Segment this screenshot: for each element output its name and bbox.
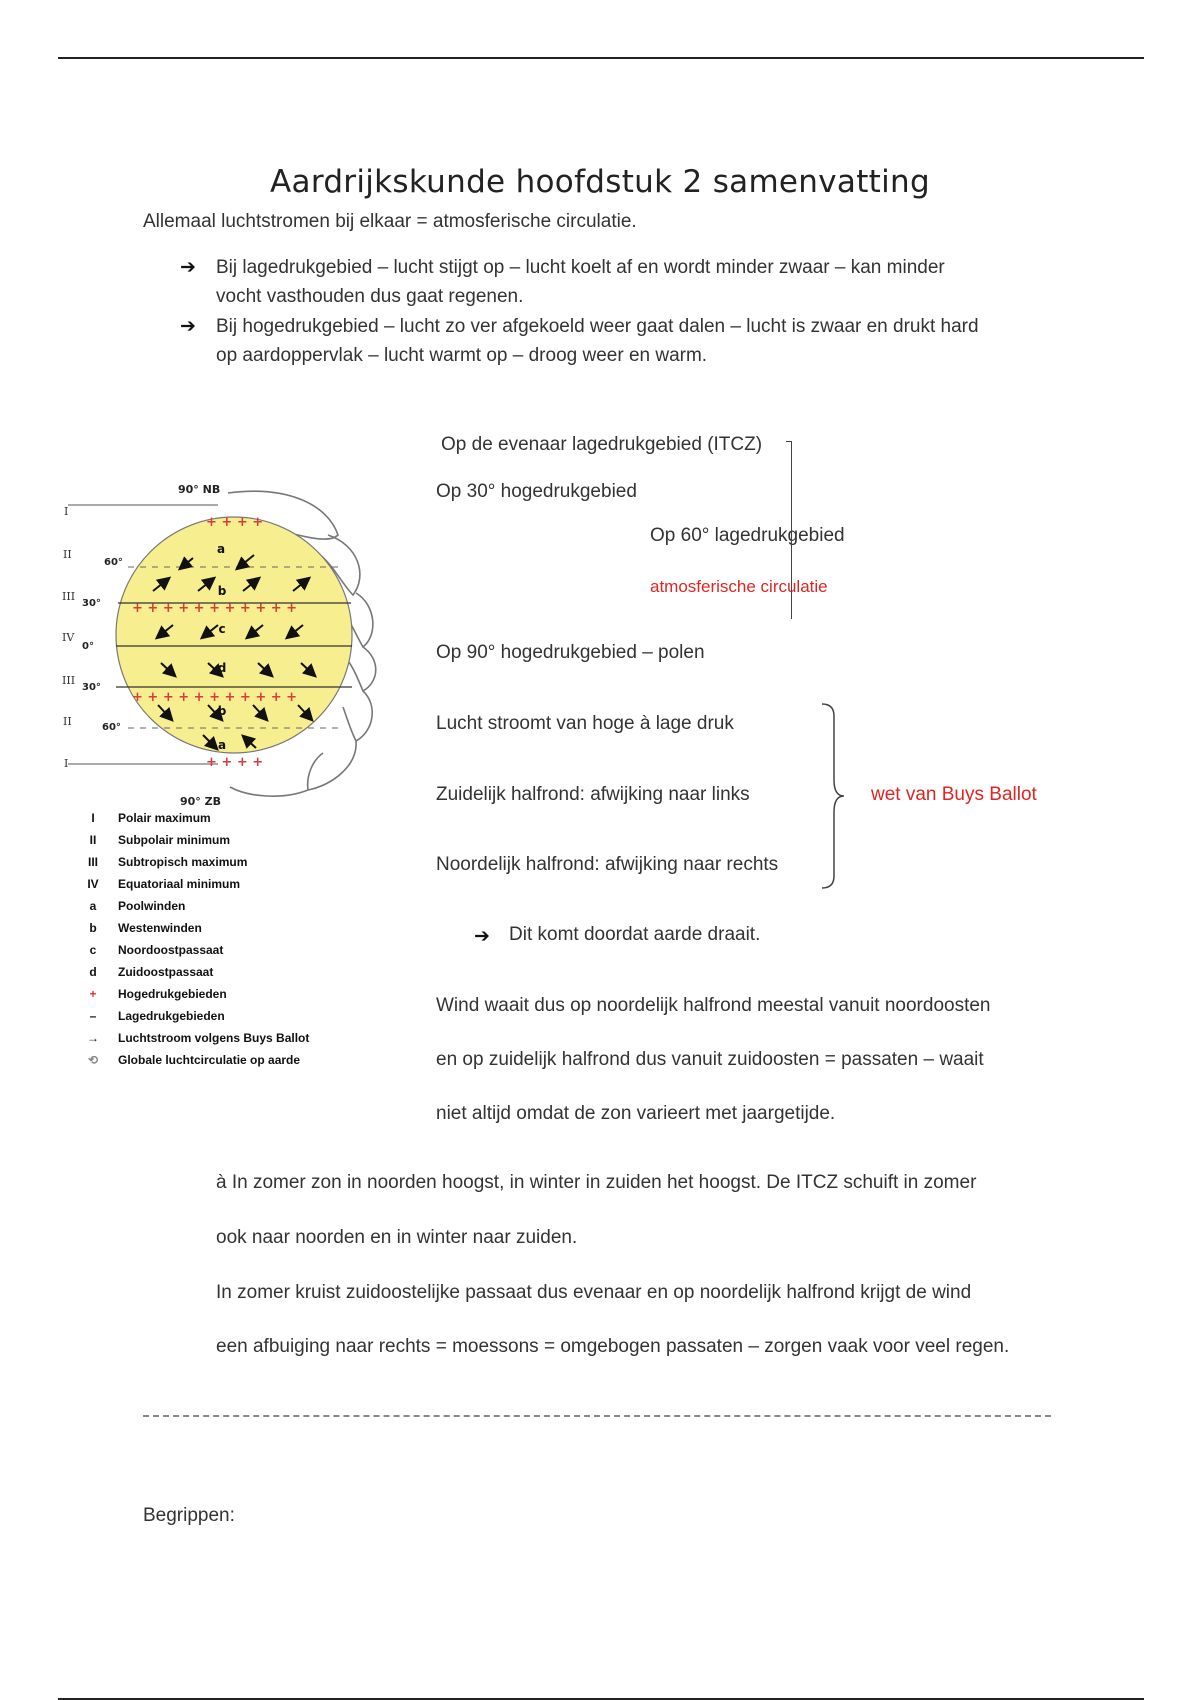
legend-item — [82, 855, 247, 869]
latitude-label: 30° — [82, 682, 101, 693]
legend-symbol: IV — [87, 877, 99, 891]
legend-item — [82, 899, 185, 913]
bracket-line — [791, 442, 792, 619]
legend-symbol: a — [89, 899, 97, 913]
legend-symbol: ⟲ — [87, 1053, 99, 1067]
arrow-bullet-icon: ➔ — [180, 257, 196, 278]
svg-text:+ + + +: + + + + — [206, 755, 264, 770]
legend-symbol: II — [89, 833, 97, 847]
legend-item — [82, 987, 227, 1001]
band-letter: d — [217, 661, 227, 675]
pressure-90: Op 90° hogedrukgebied – polen — [436, 642, 705, 663]
globe-shape — [116, 517, 352, 753]
buys-ballot-label: wet van Buys Ballot — [871, 784, 1037, 805]
south-pole-label: 90° ZB — [180, 795, 221, 808]
wind-line2: en op zuidelijk halfrond dus vanuit zuidoosten = passaten – waait — [436, 1049, 984, 1070]
bullet-line: Bij lagedrukgebied – lucht stijgt op – lucht koelt af en wordt minder zwaar – kan minder — [216, 257, 945, 278]
rotation-note: Dit komt doordat aarde draait. — [509, 924, 761, 945]
legend-symbol: III — [87, 855, 98, 869]
bracket-tick — [786, 441, 792, 442]
zone-numeral: IV — [62, 631, 75, 644]
legend-symbol: I — [91, 811, 95, 825]
bullet-low-pressure — [216, 253, 945, 311]
svg-text:+ + + +: + + + + — [206, 515, 264, 530]
legend-symbol: c — [89, 943, 97, 957]
legend-symbol: → — [87, 1031, 99, 1045]
circulation-label: atmosferische circulatie — [650, 577, 828, 596]
legend-text: Noordoostpassaat — [118, 943, 224, 957]
pressure-60: Op 60° lagedrukgebied — [650, 525, 845, 546]
legend-symbol: – — [89, 1009, 97, 1023]
band-letter: b — [217, 704, 227, 718]
legend-item — [82, 965, 213, 979]
zone-numeral: I — [64, 757, 69, 770]
page-title: Aardrijkskunde hoofdstuk 2 samenvatting — [270, 164, 930, 200]
band-letter: a — [216, 542, 226, 556]
legend-text: Luchtstroom volgens Buys Ballot — [118, 1031, 310, 1045]
legend-text: Polair maximum — [118, 811, 211, 825]
legend-text: Subtropisch maximum — [118, 855, 248, 869]
wind-line3: niet altijd omdat de zon varieert met jaargetijde. — [436, 1103, 836, 1124]
svg-text:+ + + + + + + + + + +: + + + + + + + + + + + — [132, 690, 298, 705]
band-letter: c — [218, 622, 226, 636]
legend-text: Westenwinden — [118, 921, 202, 935]
intro-text: Allemaal luchtstromen bij elkaar = atmosferische circulatie. — [143, 211, 637, 232]
bullet-line: op aardoppervlak – lucht warmt op – droog weer en warm. — [216, 345, 708, 366]
curly-brace — [818, 700, 848, 892]
buys-ballot-line2: Zuidelijk halfrond: afwijking naar links — [436, 784, 750, 805]
bullet-high-pressure — [216, 312, 979, 370]
legend-item — [82, 877, 240, 891]
legend-text: Equatoriaal minimum — [118, 877, 241, 891]
pressure-30: Op 30° hogedrukgebied — [436, 481, 637, 502]
legend-item — [82, 811, 211, 825]
season-line3: In zomer kruist zuidoostelijke passaat dus evenaar en op noordelijk halfrond krijgt de wind — [216, 1282, 972, 1303]
latitude-label: 30° — [82, 598, 101, 609]
legend-item — [82, 921, 202, 935]
legend-text: Zuidoostpassaat — [118, 965, 214, 979]
begrippen-heading: Begrippen: — [143, 1505, 235, 1526]
band-letter: b — [217, 584, 227, 598]
legend-symbol: + — [89, 987, 97, 1001]
season-line2: ook naar noorden en in winter naar zuiden. — [216, 1227, 578, 1248]
zone-numeral: I — [64, 505, 69, 518]
pressure-equator: Op de evenaar lagedrukgebied (ITCZ) — [441, 434, 763, 455]
legend-text: Poolwinden — [118, 899, 186, 913]
arrow-bullet-icon: ➔ — [180, 316, 196, 337]
legend-item — [82, 1031, 309, 1045]
bullet-line: vocht vasthouden dus gaat regenen. — [216, 286, 524, 307]
zone-numeral: III — [62, 590, 76, 603]
legend-item — [82, 1053, 300, 1067]
legend-text: Subpolair minimum — [118, 833, 231, 847]
global-circulation-diagram — [58, 475, 398, 815]
zone-numeral: II — [63, 715, 72, 728]
legend-text: Hogedrukgebieden — [118, 987, 227, 1001]
legend-item — [82, 943, 223, 957]
latitude-label: 60° — [104, 557, 123, 568]
legend-text: Globale luchtcirculatie op aarde — [118, 1053, 301, 1067]
buys-ballot-line3: Noordelijk halfrond: afwijking naar rechts — [436, 854, 779, 875]
north-pole-label: 90° NB — [178, 483, 221, 496]
latitude-label: 60° — [102, 722, 121, 733]
zone-numeral: III — [62, 674, 76, 687]
season-line1: à In zomer zon in noorden hoogst, in winter in zuiden het hoogst. De ITCZ schuift in zomer — [216, 1172, 977, 1193]
header-rule — [58, 57, 1144, 59]
buys-ballot-line1: Lucht stroomt van hoge à lage druk — [436, 713, 734, 734]
section-divider — [143, 1415, 1051, 1417]
legend-text: Lagedrukgebieden — [118, 1009, 225, 1023]
zone-numeral: II — [63, 548, 72, 561]
season-line4: een afbuiging naar rechts = moessons = omgebogen passaten – zorgen vaak voor veel regen. — [216, 1336, 1010, 1357]
svg-text:+ + + + + + + + + + +: + + + + + + + + + + + — [132, 601, 298, 616]
arrow-bullet-icon: ➔ — [474, 926, 490, 947]
wind-line1: Wind waait dus op noordelijk halfrond meestal vanuit noordoosten — [436, 995, 991, 1016]
latitude-label: 0° — [82, 641, 94, 652]
bullet-line: Bij hogedrukgebied – lucht zo ver afgekoeld weer gaat dalen – lucht is zwaar en drukt hard — [216, 316, 979, 337]
legend-symbol: d — [89, 965, 97, 979]
legend-item — [82, 833, 230, 847]
legend-item — [82, 1009, 225, 1023]
band-letter: a — [217, 738, 227, 752]
legend-symbol: b — [89, 921, 97, 935]
